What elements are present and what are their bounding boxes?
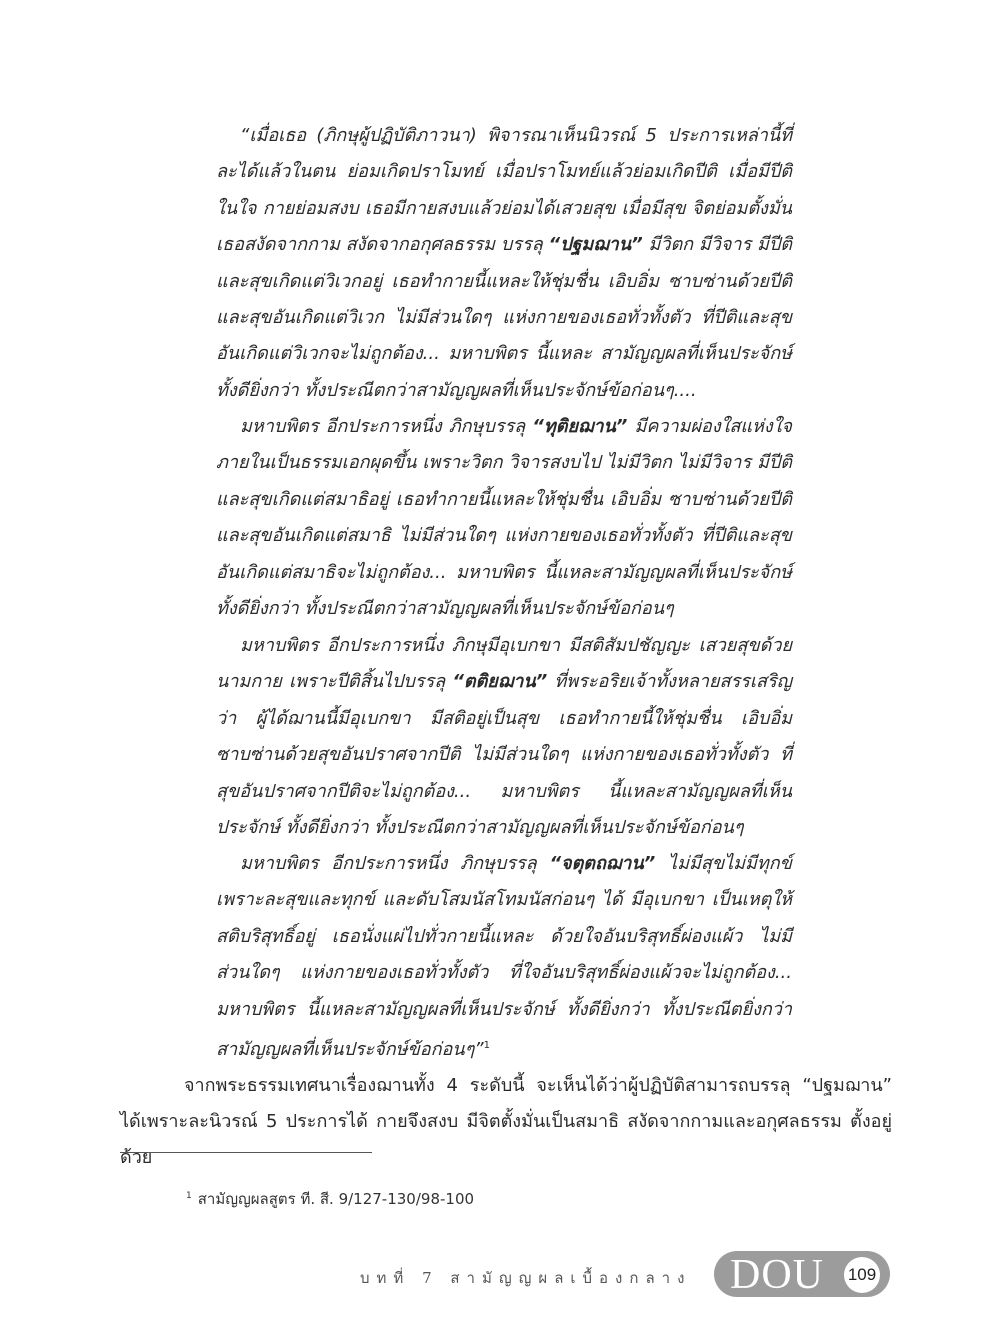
quote-text-start: “เมื่อเธอ (ภิกษุผู้ปฏิบัติภาวนา) พิจารณาเห็นนิวรณ์ 5 ประการเหล่านี้ที่ละได้แล้วในตน ย่อมเกิดปราโมทย์ เมื่อปราโมทย์แล้วย่อมเกิดปีติ เมื่อมีปีติในใจ กายย่อมสงบ เธอมีกายสงบแล้วย่อมได้เสวยสุข เมื่อมีสุข จิตย่อมตั้งมั่น เธอสงัดจากกาม สงัดจากอกุศลธรรม บรรลุ [216,125,792,256]
dou-logo: DOU [730,1252,824,1298]
term-second-jhana: “ทุติยฌาน” [532,416,628,437]
quote-text-end: มีวิตก มีวิจาร มีปีติและสุขเกิดแต่วิเวกอยู่ เธอทำกายนี้แหละให้ชุ่มชื่น เอิบอิ่ม ซาบซ่านด้วยปีติและสุขอันเกิดแต่วิเวก ไม่มีส่วนใดๆ แห่งกายของเธอทั่วทั้งตัว ที่ปีติและสุขอันเกิดแต่วิเวกจะไม่ถูกต้อง... มหาบพิตร นี้แหละ สามัญญผลที่เห็นประจักษ์ ทั้งดียิ่งกว่า ทั้งประณีตกว่าสามัญญผลที่เห็นประจักษ์ข้อก่อนๆ.... [216,234,792,401]
footnote-marker: 1 [186,1191,192,1201]
page-number: 109 [844,1257,880,1293]
body-paragraph: จากพระธรรมเทศนาเรื่องฌานทั้ง 4 ระดับนี้ จะเห็นได้ว่าผู้ปฏิบัติสามารถบรรลุ “ปฐมฌาน” ได้เพราะละนิวรณ์ 5 ประการได้ กายจึงสงบ มีจิตตั้งมั่นเป็นสมาธิ สงัดจากกามและอกุศลธรรม ตั้งอยู่ด้วย [120,1075,892,1168]
quote-paragraph-first-jhana [216,118,792,409]
footnote-text: สามัญญผลสูตร ที. สี. 9/127-130/98-100 [197,1190,475,1208]
term-fourth-jhana: “จตุตถฌาน” [549,853,656,874]
quote-text-end: ที่พระอริยเจ้าทั้งหลายสรรเสริญว่า ผู้ได้ฌานนี้มีอุเบกขา มีสติอยู่เป็นสุข เธอทำกายนี้ให้ชุ่มชื่น เอิบอิ่ม ซาบซ่านด้วยสุขอันปราศจากปีติ ไม่มีส่วนใดๆ แห่งกายของเธอทั่วทั้งตัว ที่สุขอันปราศจากปีติจะไม่ถูกต้อง... มหาบพิตร นี้แหละสามัญญผลที่เห็นประจักษ์ ทั้งดียิ่งกว่า ทั้งประณีตกว่าสามัญญผลที่เห็นประจักษ์ข้อก่อนๆ [216,671,792,839]
quote-text-start: มหาบพิตร อีกประการหนึ่ง ภิกษุบรรลุ [240,416,533,437]
page-badge [714,1251,890,1297]
chapter-running-footer: บทที่ 7 สามัญญผลเบื้องกลาง [360,1269,692,1287]
quote-paragraph-fourth-jhana [216,846,792,1068]
term-first-jhana: “ปฐมฌาน” [548,234,643,256]
footnote [186,1186,474,1209]
footnote-reference[interactable]: 1 [483,1040,490,1052]
quote-text-start: มหาบพิตร อีกประการหนึ่ง ภิกษุมีอุเบกขา มีสติสัมปชัญญะ เสวยสุขด้วยนามกาย เพราะปีติสิ้นไปบรรลุ [216,635,792,693]
quote-paragraph-third-jhana [216,628,792,846]
quote-text-end: มีความผ่องใสแห่งใจภายในเป็นธรรมเอกผุดขึ้น เพราะวิตก วิจารสงบไป ไม่มีวิตก ไม่มีวิจาร มีปีติและสุขเกิดแต่สมาธิอยู่ เธอทำกายนี้แหละให้ชุ่มชื่น เอิบอิ่ม ซาบซ่านด้วยปีติและสุขอันเกิดแต่สมาธิ ไม่มีส่วนใดๆ แห่งกายของเธอทั่วทั้งตัว ที่ปีติและสุขอันเกิดแต่สมาธิจะไม่ถูกต้อง... มหาบพิตร นี้แหละสามัญญผลที่เห็นประจักษ์ ทั้งดียิ่งกว่า ทั้งประณีตกว่าสามัญญผลที่เห็นประจักษ์ข้อก่อนๆ [216,416,792,620]
footnote-divider [120,1152,372,1153]
quote-text-end: ไม่มีสุขไม่มีทุกข์ เพราะละสุขและทุกข์ และดับโสมนัสโทมนัสก่อนๆ ได้ มีอุเบกขา เป็นเหตุให้สติบริสุทธิ์อยู่ เธอนั่งแผ่ไปทั่วกายนี้แหละ ด้วยใจอันบริสุทธิ์ผ่องแผ้ว ไม่มีส่วนใดๆ แห่งกายของเธอทั่วทั้งตัว ที่ใจอันบริสุทธิ์ผ่องแผ้วจะไม่ถูกต้อง... มหาบพิตร นี้แหละสามัญญผลที่เห็นประจักษ์ ทั้งดียิ่งกว่า ทั้งประณีตยิ่งกว่าสามัญญผลที่เห็นประจักษ์ข้อก่อนๆ” [216,853,792,1061]
term-third-jhana: “ตติยฌาน” [452,671,548,693]
quote-text-start: มหาบพิตร อีกประการหนึ่ง ภิกษุบรรลุ [240,853,550,874]
quote-paragraph-second-jhana [216,409,792,627]
